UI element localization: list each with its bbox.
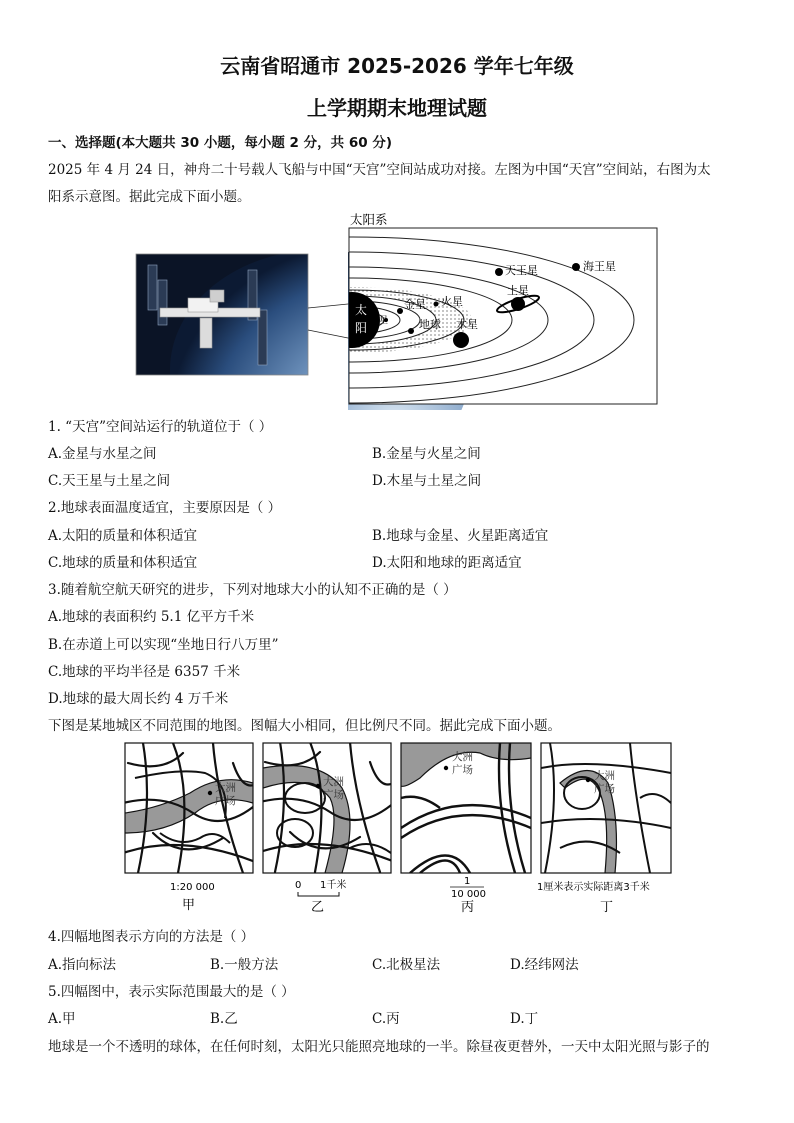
intro2: 下图是某地城区不同范围的地图。图幅大小相同，但比例尺不同。据此完成下面小题。 bbox=[48, 718, 561, 734]
q2-option-c[interactable]: C.地球的质量和体积适宜 bbox=[48, 555, 198, 571]
map-bing-place-1: 大洲 bbox=[452, 751, 473, 763]
q3-option-d[interactable]: D.地球的最大周长约 4 万千米 bbox=[48, 691, 229, 707]
map-ding-scale: 1厘米表示实际距离3千米 bbox=[537, 882, 650, 893]
map-bing-place-2: 广场 bbox=[452, 764, 473, 776]
q1-stem: 1. “天宫”空间站运行的轨道位于（ ） bbox=[48, 419, 273, 435]
map-bing-label: 丙 bbox=[461, 900, 475, 915]
q4-option-a[interactable]: A.指向标法 bbox=[48, 957, 117, 973]
q1-option-a[interactable]: A.金星与水星之间 bbox=[48, 446, 157, 462]
jupiter-label: 木星 bbox=[456, 318, 478, 331]
mars-icon bbox=[434, 302, 439, 307]
saturn-icon bbox=[511, 297, 525, 311]
q4-option-d[interactable]: D.经纬网法 bbox=[510, 957, 579, 973]
sun-label-2: 阳 bbox=[355, 321, 368, 335]
q3-stem: 3.随着航空航天研究的进步，下列对地球大小的认知不正确的是（ ） bbox=[48, 582, 457, 598]
map-yi-place-2: 广场 bbox=[323, 789, 344, 801]
map-yi-label: 乙 bbox=[311, 900, 325, 915]
q3-option-b[interactable]: B.在赤道上可以实现“坐地日行八万里” bbox=[48, 637, 279, 653]
solar-system-title: 太阳系 bbox=[350, 212, 388, 227]
q1-option-d[interactable]: D.木星与土星之间 bbox=[372, 473, 482, 489]
mars-label: 火星 bbox=[441, 295, 463, 308]
q4-stem: 4.四幅地图表示方向的方法是（ ） bbox=[48, 929, 255, 945]
uranus-label: 天王星 bbox=[505, 264, 538, 277]
map-jia-place-2: 广场 bbox=[215, 795, 236, 807]
map-jia-scale: 1:20 000 bbox=[170, 882, 215, 893]
map-ding-label: 丁 bbox=[600, 900, 614, 915]
q3-option-c[interactable]: C.地球的平均半径是 6357 千米 bbox=[48, 664, 241, 680]
four-maps-figure bbox=[120, 738, 680, 920]
q4-option-b[interactable]: B.一般方法 bbox=[210, 957, 279, 973]
neptune-label: 海王星 bbox=[583, 260, 616, 273]
page-title-line2: 上学期期末地理试题 bbox=[307, 96, 487, 120]
uranus-icon bbox=[495, 268, 503, 276]
q2-option-b[interactable]: B.地球与金星、火星距离适宜 bbox=[372, 528, 549, 544]
map-bing-scale-den: 10 000 bbox=[451, 889, 486, 900]
intro3: 地球是一个不透明的球体，在任何时刻，太阳光只能照亮地球的一半。除昼夜更替外，一天中太阳光照与影子的 bbox=[48, 1039, 710, 1055]
sun-label-1: 太 bbox=[355, 303, 368, 317]
intro1-line1: 2025 年 4 月 24 日，神舟二十号载人飞船与中国“天宫”空间站成功对接。左图为中国“天宫”空间站，右图为太 bbox=[48, 162, 711, 178]
map-bing bbox=[401, 743, 531, 915]
section-heading: 一、选择题(本大题共 30 小题，每小题 2 分，共 60 分) bbox=[48, 135, 393, 151]
q5-option-a[interactable]: A.甲 bbox=[48, 1011, 76, 1027]
map-jia bbox=[123, 743, 258, 913]
q2-stem: 2.地球表面温度适宜，主要原因是（ ） bbox=[48, 500, 282, 516]
q1-option-b[interactable]: B.金星与火星之间 bbox=[372, 446, 481, 462]
q5-option-d[interactable]: D.丁 bbox=[510, 1011, 539, 1027]
map-ding-place-2: 广场 bbox=[594, 783, 615, 795]
q5-option-b[interactable]: B.乙 bbox=[210, 1011, 238, 1027]
venus-icon bbox=[397, 308, 403, 314]
neptune-icon bbox=[572, 263, 580, 271]
saturn-label: 土星 bbox=[507, 284, 529, 297]
map-yi-scale-zero: 0 bbox=[295, 880, 302, 891]
q5-stem: 5.四幅图中，表示实际范围最大的是（ ） bbox=[48, 984, 295, 1000]
earth-label: 地球 bbox=[419, 318, 441, 331]
map-jia-place-1: 大洲 bbox=[215, 782, 236, 794]
q2-option-a[interactable]: A.太阳的质量和体积适宜 bbox=[48, 528, 198, 544]
map-ding-place-1: 大洲 bbox=[594, 770, 615, 782]
q5-option-c[interactable]: C.丙 bbox=[372, 1011, 400, 1027]
map-ding bbox=[537, 743, 671, 915]
q1-option-c[interactable]: C.天王星与土星之间 bbox=[48, 473, 171, 489]
q2-option-d[interactable]: D.太阳和地球的距离适宜 bbox=[372, 555, 522, 571]
map-yi-place-1: 大洲 bbox=[323, 776, 344, 788]
map-yi-scale-unit: 1千米 bbox=[320, 880, 347, 891]
map-jia-label: 甲 bbox=[182, 898, 196, 913]
intro1-line2: 阳系示意图。据此完成下面小题。 bbox=[48, 189, 251, 205]
solar-system-figure bbox=[130, 210, 670, 410]
venus-label: 金星 bbox=[404, 298, 426, 311]
q3-option-a[interactable]: A.地球的表面积约 5.1 亿平方千米 bbox=[48, 609, 255, 625]
page-title-line1: 云南省昭通市 2025-2026 学年七年级 bbox=[220, 54, 574, 78]
mercury-label: 水星 bbox=[370, 316, 389, 326]
earth-icon bbox=[408, 328, 414, 334]
map-bing-scale-num: 1 bbox=[464, 876, 471, 887]
map-yi bbox=[260, 742, 395, 915]
q4-option-c[interactable]: C.北极星法 bbox=[372, 957, 441, 973]
jupiter-icon bbox=[453, 332, 469, 348]
